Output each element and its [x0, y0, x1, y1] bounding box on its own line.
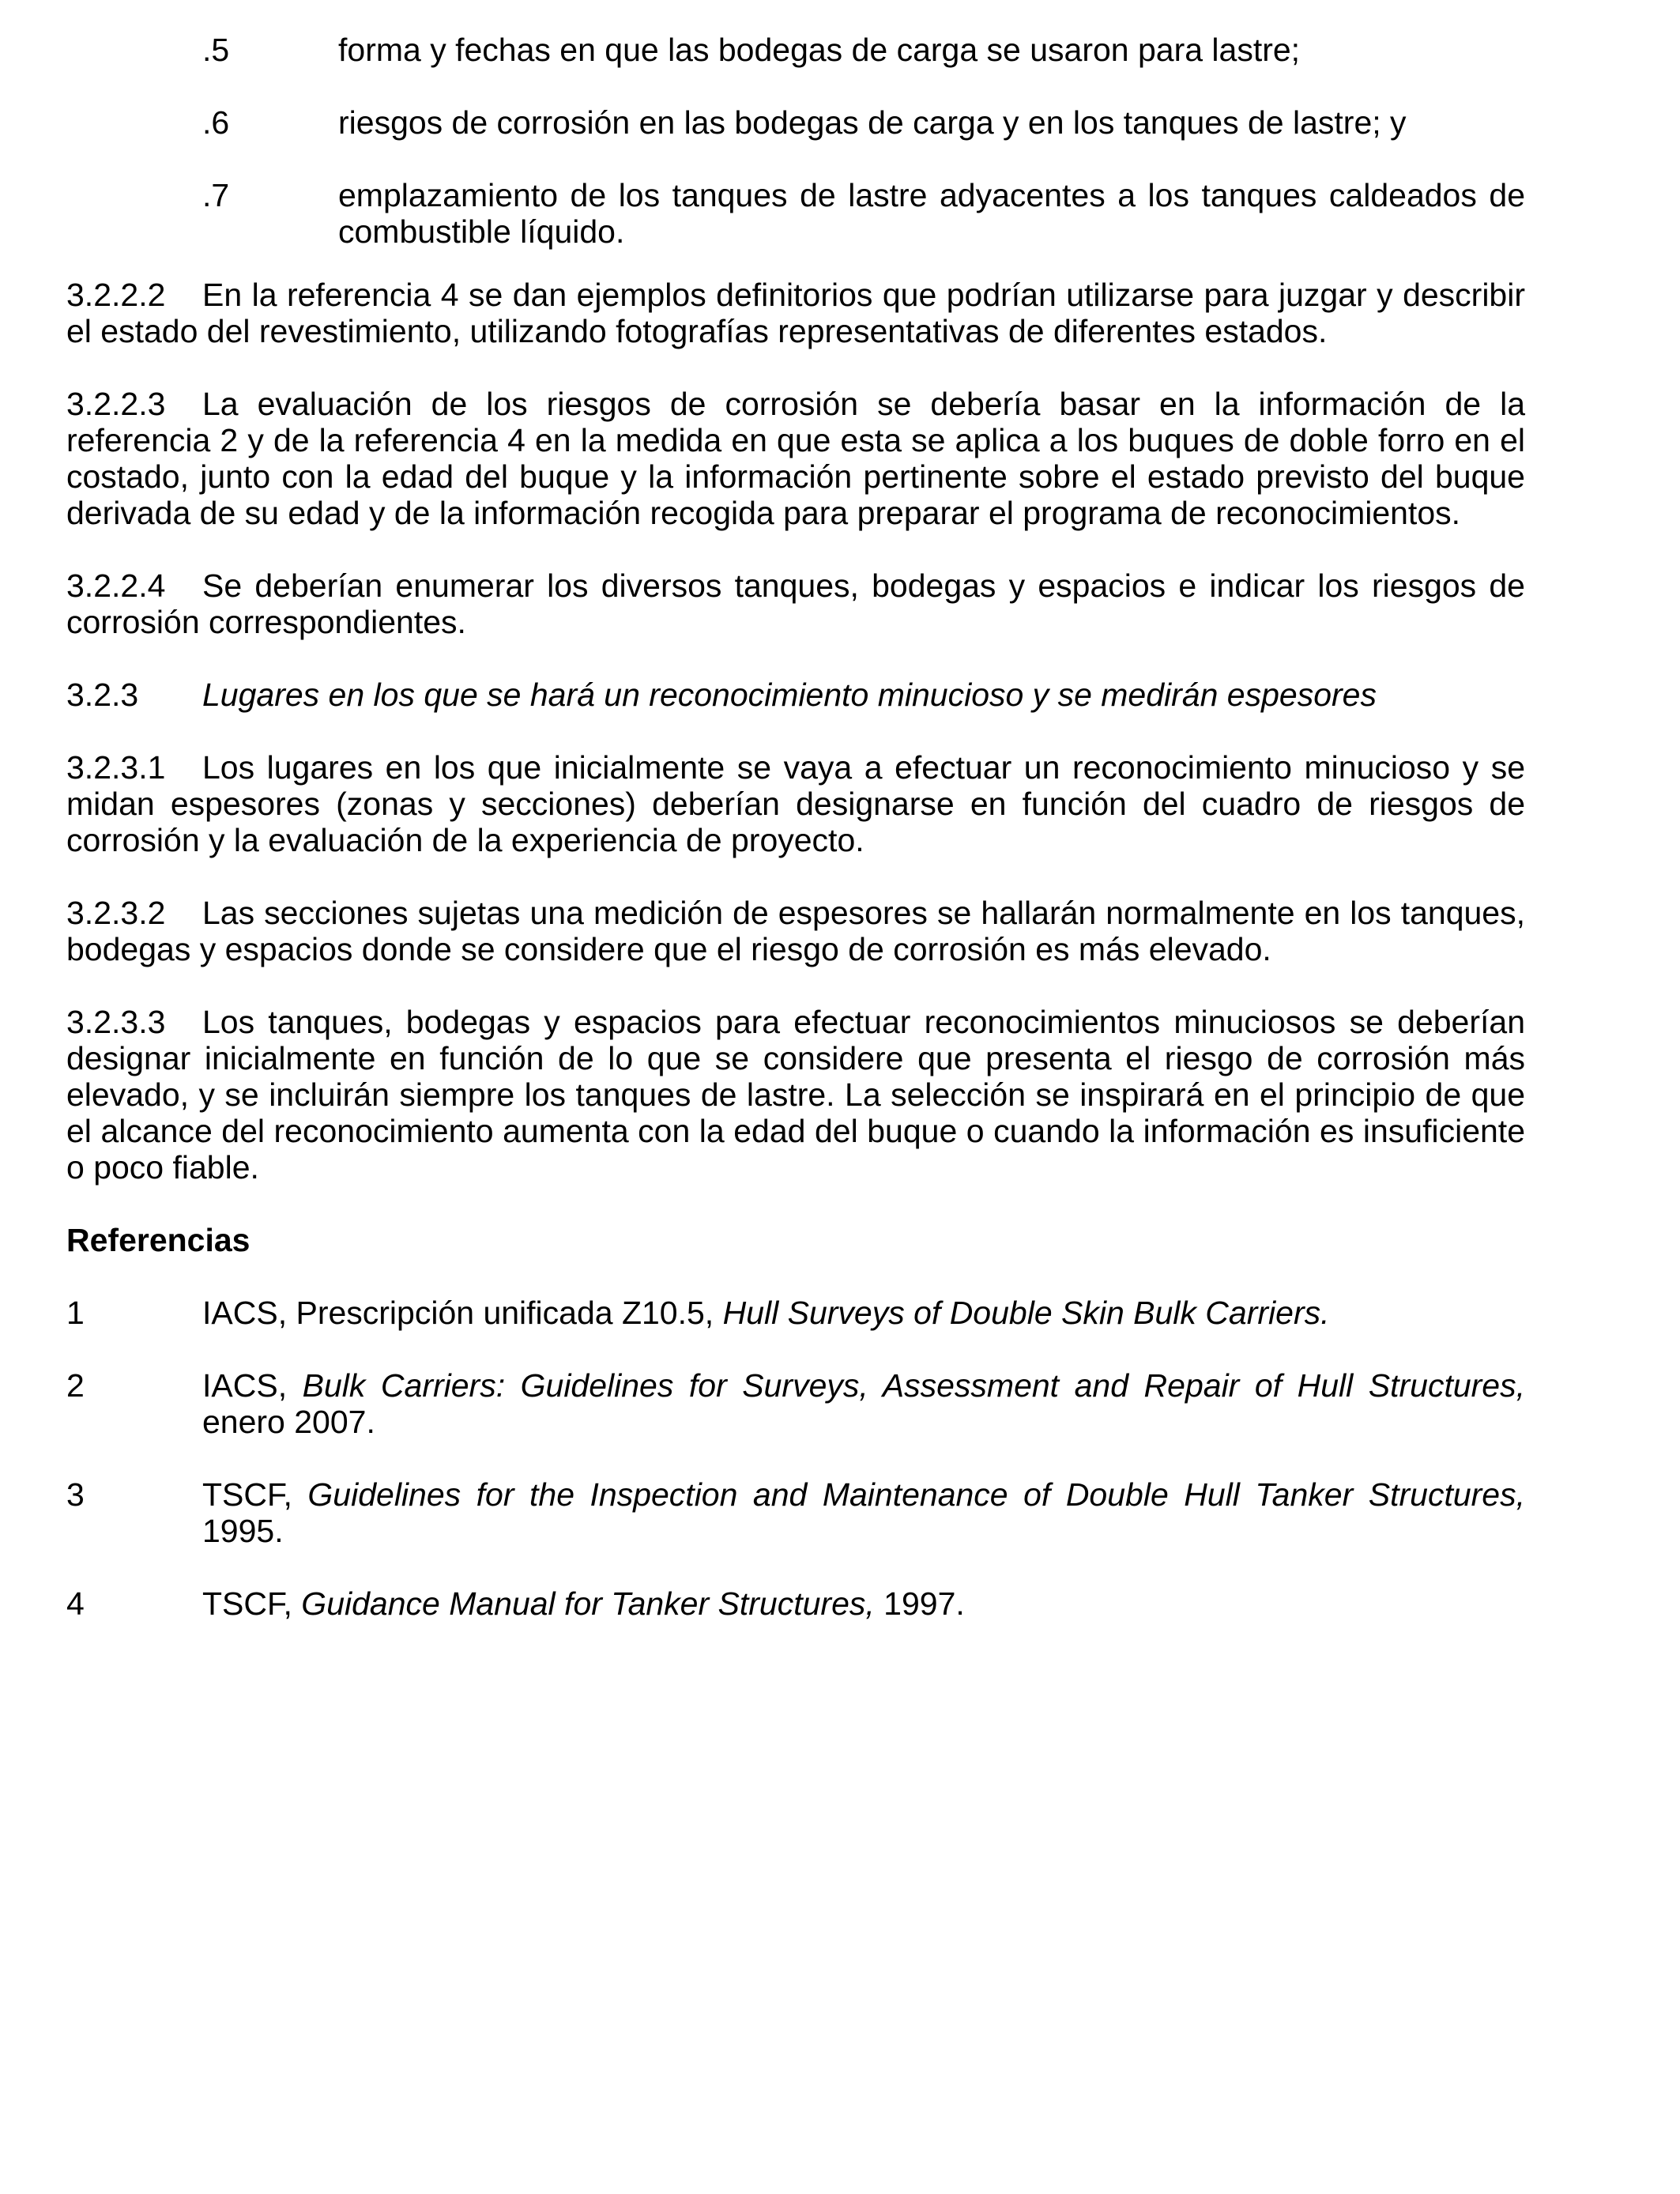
list-item-text: riesgos de corrosión en las bodegas de carga y en los tanques de lastre; y	[338, 104, 1407, 141]
paragraph-text: Las secciones sujetas una medición de espesores se hallarán normalmente en los tanques, bodegas y espacios donde se considere que el riesgo de corrosión es más elevado.	[66, 895, 1525, 967]
list-item	[66, 104, 1525, 141]
reference-text	[202, 1367, 1525, 1440]
reference-text	[202, 1476, 1525, 1549]
reference-item	[66, 1585, 1525, 1622]
list-item-text: forma y fechas en que las bodegas de carga se usaron para lastre;	[338, 32, 1301, 68]
paragraph-3-2-2-4	[66, 567, 1525, 640]
reference-number: 1	[66, 1295, 85, 1331]
paragraph-number: 3.2.2.3	[66, 386, 166, 422]
reference-item	[66, 1367, 1525, 1440]
reference-title: Guidance Manual for Tanker Structures,	[301, 1585, 875, 1622]
list-item-number: .6	[202, 104, 230, 141]
reference-number: 4	[66, 1585, 85, 1622]
reference-prefix: IACS, Prescripción unificada Z10.5,	[202, 1295, 723, 1331]
paragraph-3-2-2-2	[66, 277, 1525, 349]
paragraph-3-2-2-3	[66, 386, 1525, 531]
section-heading-3-2-3	[66, 677, 1525, 713]
reference-title: Bulk Carriers: Guidelines for Surveys, Assessment and Repair of Hull Structures,	[302, 1367, 1525, 1404]
reference-prefix: IACS,	[202, 1367, 303, 1404]
paragraph-number: 3.2.3.3	[66, 1004, 166, 1040]
paragraph-number: 3.2.3.1	[66, 749, 166, 786]
paragraph-text: La evaluación de los riesgos de corrosión se debería basar en la información de la referencia 2 y de la referencia 4 en la medida en que esta se aplica a los buques de doble forro en el costado, junto con la edad del buque y la información pertinente sobre el estado previsto del buque derivada de su edad y de la información recogida para preparar el programa de reconocimientos.	[66, 386, 1525, 531]
paragraph-3-2-3-3	[66, 1004, 1525, 1186]
paragraph-text: Los tanques, bodegas y espacios para efectuar reconocimientos minuciosos se deberían designar inicialmente en función de lo que se considere que presenta el riesgo de corrosión más elevado, y se incluirán siempre los tanques de lastre. La selección se inspirará en el principio de que el alcance del reconocimiento aumenta con la edad del buque o cuando la información es insuficiente o poco fiable.	[66, 1004, 1525, 1186]
references-heading: Referencias	[66, 1222, 250, 1258]
list-item-number: .5	[202, 32, 230, 68]
reference-title: Guidelines for the Inspection and Maintenance of Double Hull Tanker Structures,	[307, 1476, 1525, 1513]
paragraph-text: Se deberían enumerar los diversos tanques, bodegas y espacios e indicar los riesgos de corrosión correspondientes.	[66, 567, 1525, 640]
reference-prefix: TSCF,	[202, 1585, 302, 1622]
reference-suffix: 1995.	[202, 1513, 284, 1549]
paragraph-number: 3.2.2.4	[66, 567, 166, 604]
reference-item	[66, 1295, 1525, 1331]
reference-prefix: TSCF,	[202, 1476, 308, 1513]
document-page	[66, 32, 1525, 1658]
reference-text	[202, 1295, 1525, 1331]
paragraph-3-2-3-1	[66, 749, 1525, 858]
reference-suffix: 1997.	[874, 1585, 965, 1622]
paragraph-number: 3.2.2.2	[66, 277, 166, 313]
reference-suffix: enero 2007.	[202, 1404, 375, 1440]
reference-text	[202, 1585, 1525, 1622]
reference-title: Hull Surveys of Double Skin Bulk Carriers.	[722, 1295, 1330, 1331]
list-item	[66, 177, 1525, 250]
list-item	[66, 32, 1525, 68]
paragraph-3-2-3-2	[66, 895, 1525, 967]
section-title: Lugares en los que se hará un reconocimiento minucioso y se medirán espesores	[202, 677, 1377, 713]
section-number: 3.2.3	[66, 677, 139, 713]
reference-number: 3	[66, 1476, 85, 1513]
list-item-number: .7	[202, 177, 230, 213]
reference-number: 2	[66, 1367, 85, 1404]
list-item-text: emplazamiento de los tanques de lastre adyacentes a los tanques caldeados de combustible líquido.	[338, 177, 1525, 250]
reference-item	[66, 1476, 1525, 1549]
paragraph-text: Los lugares en los que inicialmente se vaya a efectuar un reconocimiento minucioso y se midan espesores (zonas y secciones) deberían designarse en función del cuadro de riesgos de corrosión y la evaluación de la experiencia de proyecto.	[66, 749, 1525, 858]
paragraph-text: En la referencia 4 se dan ejemplos definitorios que podrían utilizarse para juzgar y describir el estado del revestimiento, utilizando fotografías representativas de diferentes estados.	[66, 277, 1525, 349]
paragraph-number: 3.2.3.2	[66, 895, 166, 931]
